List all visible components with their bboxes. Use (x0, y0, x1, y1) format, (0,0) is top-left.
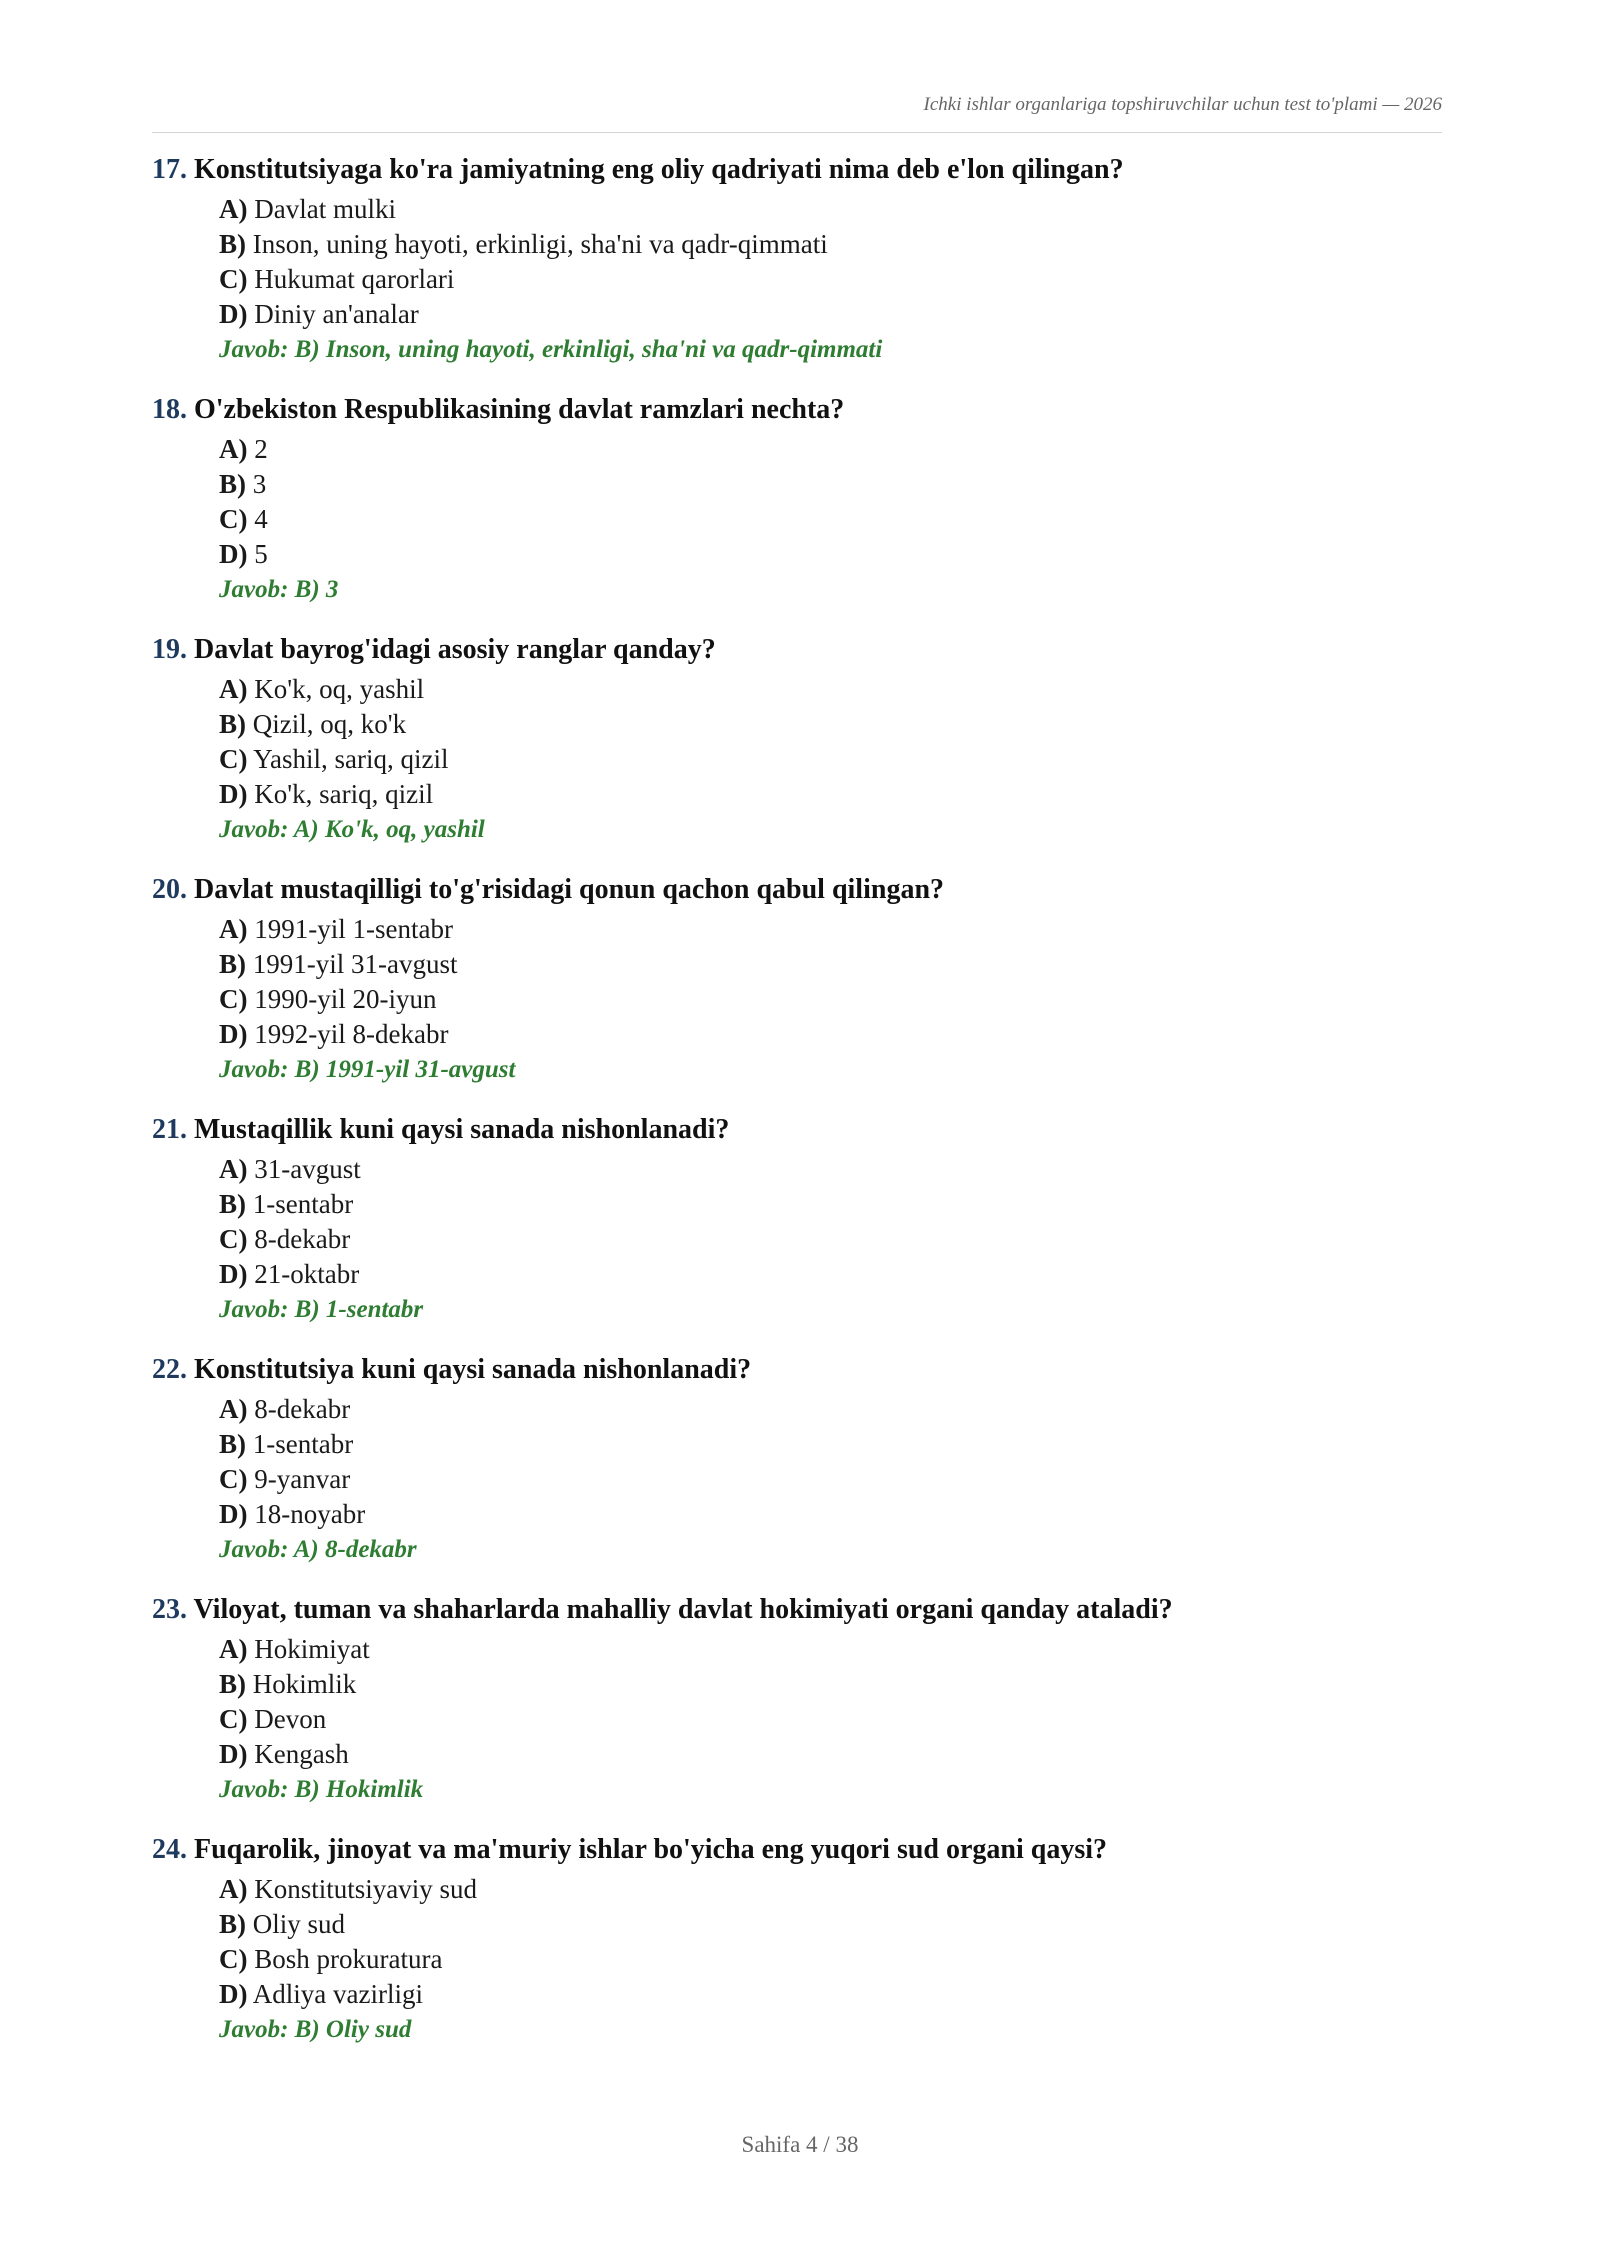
question-18 (152, 388, 1442, 628)
option-d (219, 537, 1442, 572)
option-text: 8-dekabr (254, 1224, 351, 1254)
question-19 (152, 628, 1442, 868)
option-d (219, 1017, 1442, 1052)
option-text: Hukumat qarorlari (254, 264, 455, 294)
option-text: 4 (254, 504, 268, 534)
question-title (152, 148, 1442, 192)
question-title (152, 1108, 1442, 1152)
option-text: 1990-yil 20-iyun (254, 984, 437, 1014)
question-text: Fuqarolik, jinoyat va ma'muriy ishlar bo'yicha eng yuqori sud organi qaysi? (194, 1834, 1108, 1865)
option-b (219, 1907, 1442, 1942)
question-title (152, 868, 1442, 912)
answer-text: Javob: A) 8-dekabr (219, 1536, 417, 1563)
option-letter: A) (219, 1634, 248, 1664)
option-a (219, 672, 1442, 707)
question-number: 17. (152, 154, 187, 185)
option-letter: D) (219, 779, 248, 809)
option-d (219, 1977, 1442, 2012)
options-list (152, 1872, 1442, 2048)
option-a (219, 1872, 1442, 1907)
option-letter: B) (219, 1429, 246, 1459)
option-text: Qizil, oq, ko'k (252, 709, 407, 739)
option-b (219, 707, 1442, 742)
option-text: Ko'k, sariq, qizil (254, 779, 434, 809)
option-letter: B) (219, 1909, 246, 1939)
question-text: O'zbekiston Respublikasining davlat ramzlari nechta? (194, 394, 845, 425)
option-d (219, 1257, 1442, 1292)
option-b (219, 1667, 1442, 1702)
question-number: 21. (152, 1114, 187, 1145)
option-c (219, 1462, 1442, 1497)
option-text: 9-yanvar (254, 1464, 351, 1494)
question-title (152, 1348, 1442, 1392)
question-21 (152, 1108, 1442, 1348)
option-d (219, 777, 1442, 812)
option-a (219, 1632, 1442, 1667)
options-list (152, 912, 1442, 1088)
option-letter: D) (219, 539, 248, 569)
option-a (219, 912, 1442, 947)
question-title (152, 628, 1442, 672)
option-c (219, 502, 1442, 537)
option-text: 3 (252, 469, 267, 499)
option-text: Davlat mulki (254, 194, 396, 224)
option-letter: C) (219, 1464, 248, 1494)
option-letter: D) (219, 1499, 248, 1529)
option-text: Hokimlik (252, 1669, 357, 1699)
option-letter: C) (219, 504, 248, 534)
option-letter: B) (219, 469, 246, 499)
option-c (219, 1222, 1442, 1257)
option-c (219, 1702, 1442, 1737)
page-number: Sahifa 4 / 38 (741, 2132, 859, 2157)
option-text: 21-oktabr (254, 1259, 360, 1289)
option-text: Devon (254, 1704, 327, 1734)
question-number: 22. (152, 1354, 187, 1385)
answer-text: Javob: B) Oliy sud (219, 2016, 412, 2043)
option-text: Hokimiyat (254, 1634, 370, 1664)
option-letter: A) (219, 674, 248, 704)
question-text: Konstitutsiya kuni qaysi sanada nishonlanadi? (194, 1354, 752, 1385)
question-number: 19. (152, 634, 187, 665)
question-number: 18. (152, 394, 187, 425)
question-20 (152, 868, 1442, 1108)
answer-text: Javob: B) Inson, uning hayoti, erkinligi, sha'ni va qadr-qimmati (219, 336, 883, 363)
option-text: 1-sentabr (252, 1429, 354, 1459)
page-footer (0, 2132, 1600, 2158)
option-letter: A) (219, 1394, 248, 1424)
option-letter: A) (219, 434, 248, 464)
option-a (219, 432, 1442, 467)
option-c (219, 982, 1442, 1017)
page-header (152, 88, 1442, 133)
question-number: 24. (152, 1834, 187, 1865)
option-a (219, 192, 1442, 227)
option-letter: B) (219, 1669, 246, 1699)
option-letter: B) (219, 1189, 246, 1219)
options-list (152, 672, 1442, 848)
option-letter: B) (219, 949, 246, 979)
option-letter: C) (219, 264, 248, 294)
option-b (219, 1187, 1442, 1222)
option-b (219, 227, 1442, 262)
option-letter: C) (219, 1704, 248, 1734)
question-list (152, 148, 1442, 2068)
header-title: Ichki ishlar organlariga topshiruvchilar uchun test to'plami — 2026 (923, 94, 1442, 115)
option-text: Diniy an'analar (254, 299, 419, 329)
option-text: Konstitutsiyaviy sud (254, 1874, 478, 1904)
option-text: 1-sentabr (252, 1189, 354, 1219)
question-text: Konstitutsiyaga ko'ra jamiyatning eng oliy qadriyati nima deb e'lon qilingan? (194, 154, 1124, 185)
option-text: 8-dekabr (254, 1394, 351, 1424)
answer-text: Javob: A) Ko'k, oq, yashil (219, 816, 485, 843)
option-letter: D) (219, 1979, 248, 2009)
option-letter: D) (219, 1739, 248, 1769)
question-title (152, 1588, 1442, 1632)
option-text: 31-avgust (254, 1154, 361, 1184)
question-17 (152, 148, 1442, 388)
option-text: Inson, uning hayoti, erkinligi, sha'ni va qadr-qimmati (252, 229, 828, 259)
options-list (152, 432, 1442, 608)
option-a (219, 1152, 1442, 1187)
option-text: 5 (254, 539, 268, 569)
option-text: Ko'k, oq, yashil (254, 674, 425, 704)
question-number: 23. (152, 1594, 187, 1625)
option-c (219, 742, 1442, 777)
answer-text: Javob: B) 1991-yil 31-avgust (219, 1056, 516, 1083)
option-letter: C) (219, 1944, 248, 1974)
question-number: 20. (152, 874, 187, 905)
question-24 (152, 1828, 1442, 2068)
option-text: Bosh prokuratura (254, 1944, 443, 1974)
question-22 (152, 1348, 1442, 1588)
option-a (219, 1392, 1442, 1427)
answer-text: Javob: B) 1-sentabr (219, 1296, 424, 1323)
option-text: 1991-yil 1-sentabr (254, 914, 453, 944)
option-d (219, 1497, 1442, 1532)
option-d (219, 297, 1442, 332)
option-b (219, 1427, 1442, 1462)
option-c (219, 1942, 1442, 1977)
question-text: Viloyat, tuman va shaharlarda mahalliy davlat hokimiyati organi qanday ataladi? (193, 1594, 1173, 1625)
option-letter: C) (219, 1224, 248, 1254)
option-letter: C) (219, 744, 248, 774)
option-letter: B) (219, 709, 246, 739)
question-text: Davlat mustaqilligi to'g'risidagi qonun qachon qabul qilingan? (194, 874, 945, 905)
option-c (219, 262, 1442, 297)
question-title (152, 388, 1442, 432)
option-letter: A) (219, 1154, 248, 1184)
option-b (219, 947, 1442, 982)
option-d (219, 1737, 1442, 1772)
option-text: Yashil, sariq, qizil (253, 744, 449, 774)
options-list (152, 1632, 1442, 1808)
question-text: Davlat bayrog'idagi asosiy ranglar qanday? (194, 634, 716, 665)
option-letter: D) (219, 1259, 248, 1289)
options-list (152, 1392, 1442, 1568)
option-text: 2 (254, 434, 268, 464)
option-text: Adliya vazirligi (252, 1979, 423, 2009)
option-b (219, 467, 1442, 502)
option-text: 1991-yil 31-avgust (252, 949, 458, 979)
option-text: Kengash (254, 1739, 349, 1769)
option-letter: A) (219, 1874, 248, 1904)
question-text: Mustaqillik kuni qaysi sanada nishonlanadi? (194, 1114, 730, 1145)
option-text: 18-noyabr (254, 1499, 366, 1529)
options-list (152, 192, 1442, 368)
option-letter: D) (219, 299, 248, 329)
option-letter: A) (219, 914, 248, 944)
option-letter: D) (219, 1019, 248, 1049)
question-title (152, 1828, 1442, 1872)
option-text: Oliy sud (252, 1909, 346, 1939)
question-23 (152, 1588, 1442, 1828)
option-text: 1992-yil 8-dekabr (254, 1019, 449, 1049)
answer-text: Javob: B) Hokimlik (219, 1776, 424, 1803)
option-letter: A) (219, 194, 248, 224)
option-letter: C) (219, 984, 248, 1014)
options-list (152, 1152, 1442, 1328)
answer-text: Javob: B) 3 (219, 576, 339, 603)
option-letter: B) (219, 229, 246, 259)
